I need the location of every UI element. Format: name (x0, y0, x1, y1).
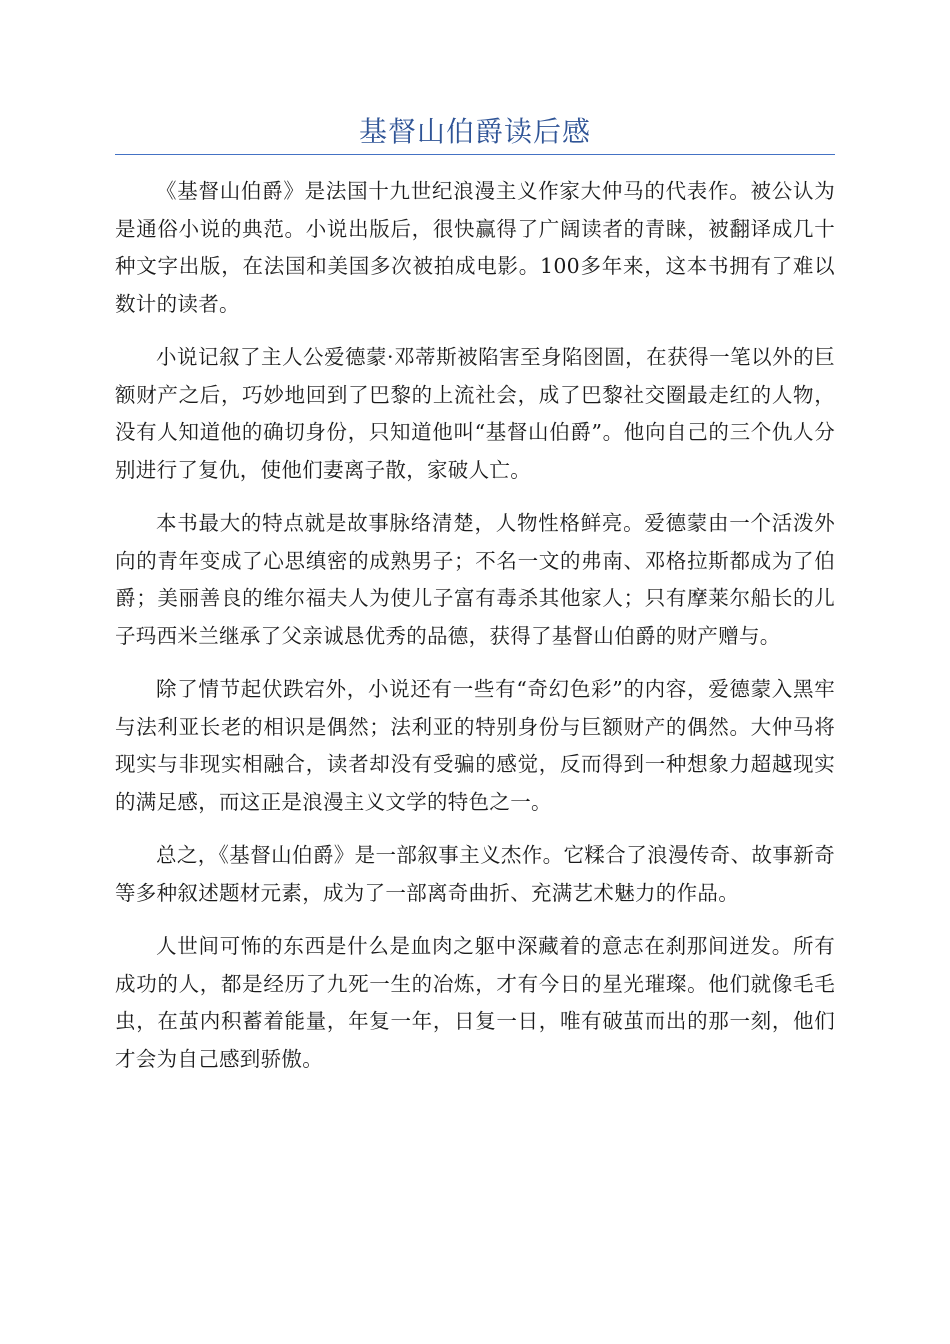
paragraph-4: 除了情节起伏跌宕外，小说还有一些有“奇幻色彩”的内容，爱德蒙入黑牢与法利亚长老的相识是偶然；法利亚的特别身份与巨额财产的偶然。大仲马将现实与非现实相融合，读者却没有受骗的感觉，反而得到一种想象力超越现实的满足感，而这正是浪漫主义文学的特色之一。 (115, 677, 835, 814)
paragraph-1: 《基督山伯爵》是法国十九世纪浪漫主义作家大仲马的代表作。被公认为是通俗小说的典范。小说出版后，很快赢得了广阔读者的青睐，被翻译成几十种文字出版，在法国和美国多次被拍成电影。100多年来，这本书拥有了难以数计的读者。 (115, 179, 835, 316)
paragraph-3: 本书最大的特点就是故事脉络清楚，人物性格鲜亮。爱德蒙由一个活泼外向的青年变成了心思缜密的成熟男子；不名一文的弗南、邓格拉斯都成为了伯爵；美丽善良的维尔福夫人为使儿子富有毒杀其他家人；只有摩莱尔船长的儿子玛西米兰继承了父亲诚恳优秀的品德，获得了基督山伯爵的财产赠与。 (115, 511, 835, 648)
title-underline-divider (115, 154, 835, 155)
paragraph-2: 小说记叙了主人公爱德蒙·邓蒂斯被陷害至身陷囹圄，在获得一笔以外的巨额财产之后，巧妙地回到了巴黎的上流社会，成了巴黎社交圈最走红的人物，没有人知道他的确切身份，只知道他叫“基督山伯爵”。他向自己的三个仇人分别进行了复仇，使他们妻离子散，家破人亡。 (115, 345, 835, 482)
paragraph-5: 总之，《基督山伯爵》是一部叙事主义杰作。它糅合了浪漫传奇、故事新奇等多种叙述题材元素，成为了一部离奇曲折、充满艺术魅力的作品。 (115, 843, 835, 905)
paragraph-6: 人世间可怖的东西是什么是血肉之躯中深藏着的意志在刹那间迸发。所有成功的人，都是经历了九死一生的冶炼，才有今日的星光璀璨。他们就像毛毛虫，在茧内积蓄着能量，年复一年，日复一日，唯有破茧而出的那一刻，他们才会为自己感到骄傲。 (115, 934, 835, 1071)
document-body (115, 173, 835, 1094)
document-title: 基督山伯爵读后感 (358, 115, 591, 148)
